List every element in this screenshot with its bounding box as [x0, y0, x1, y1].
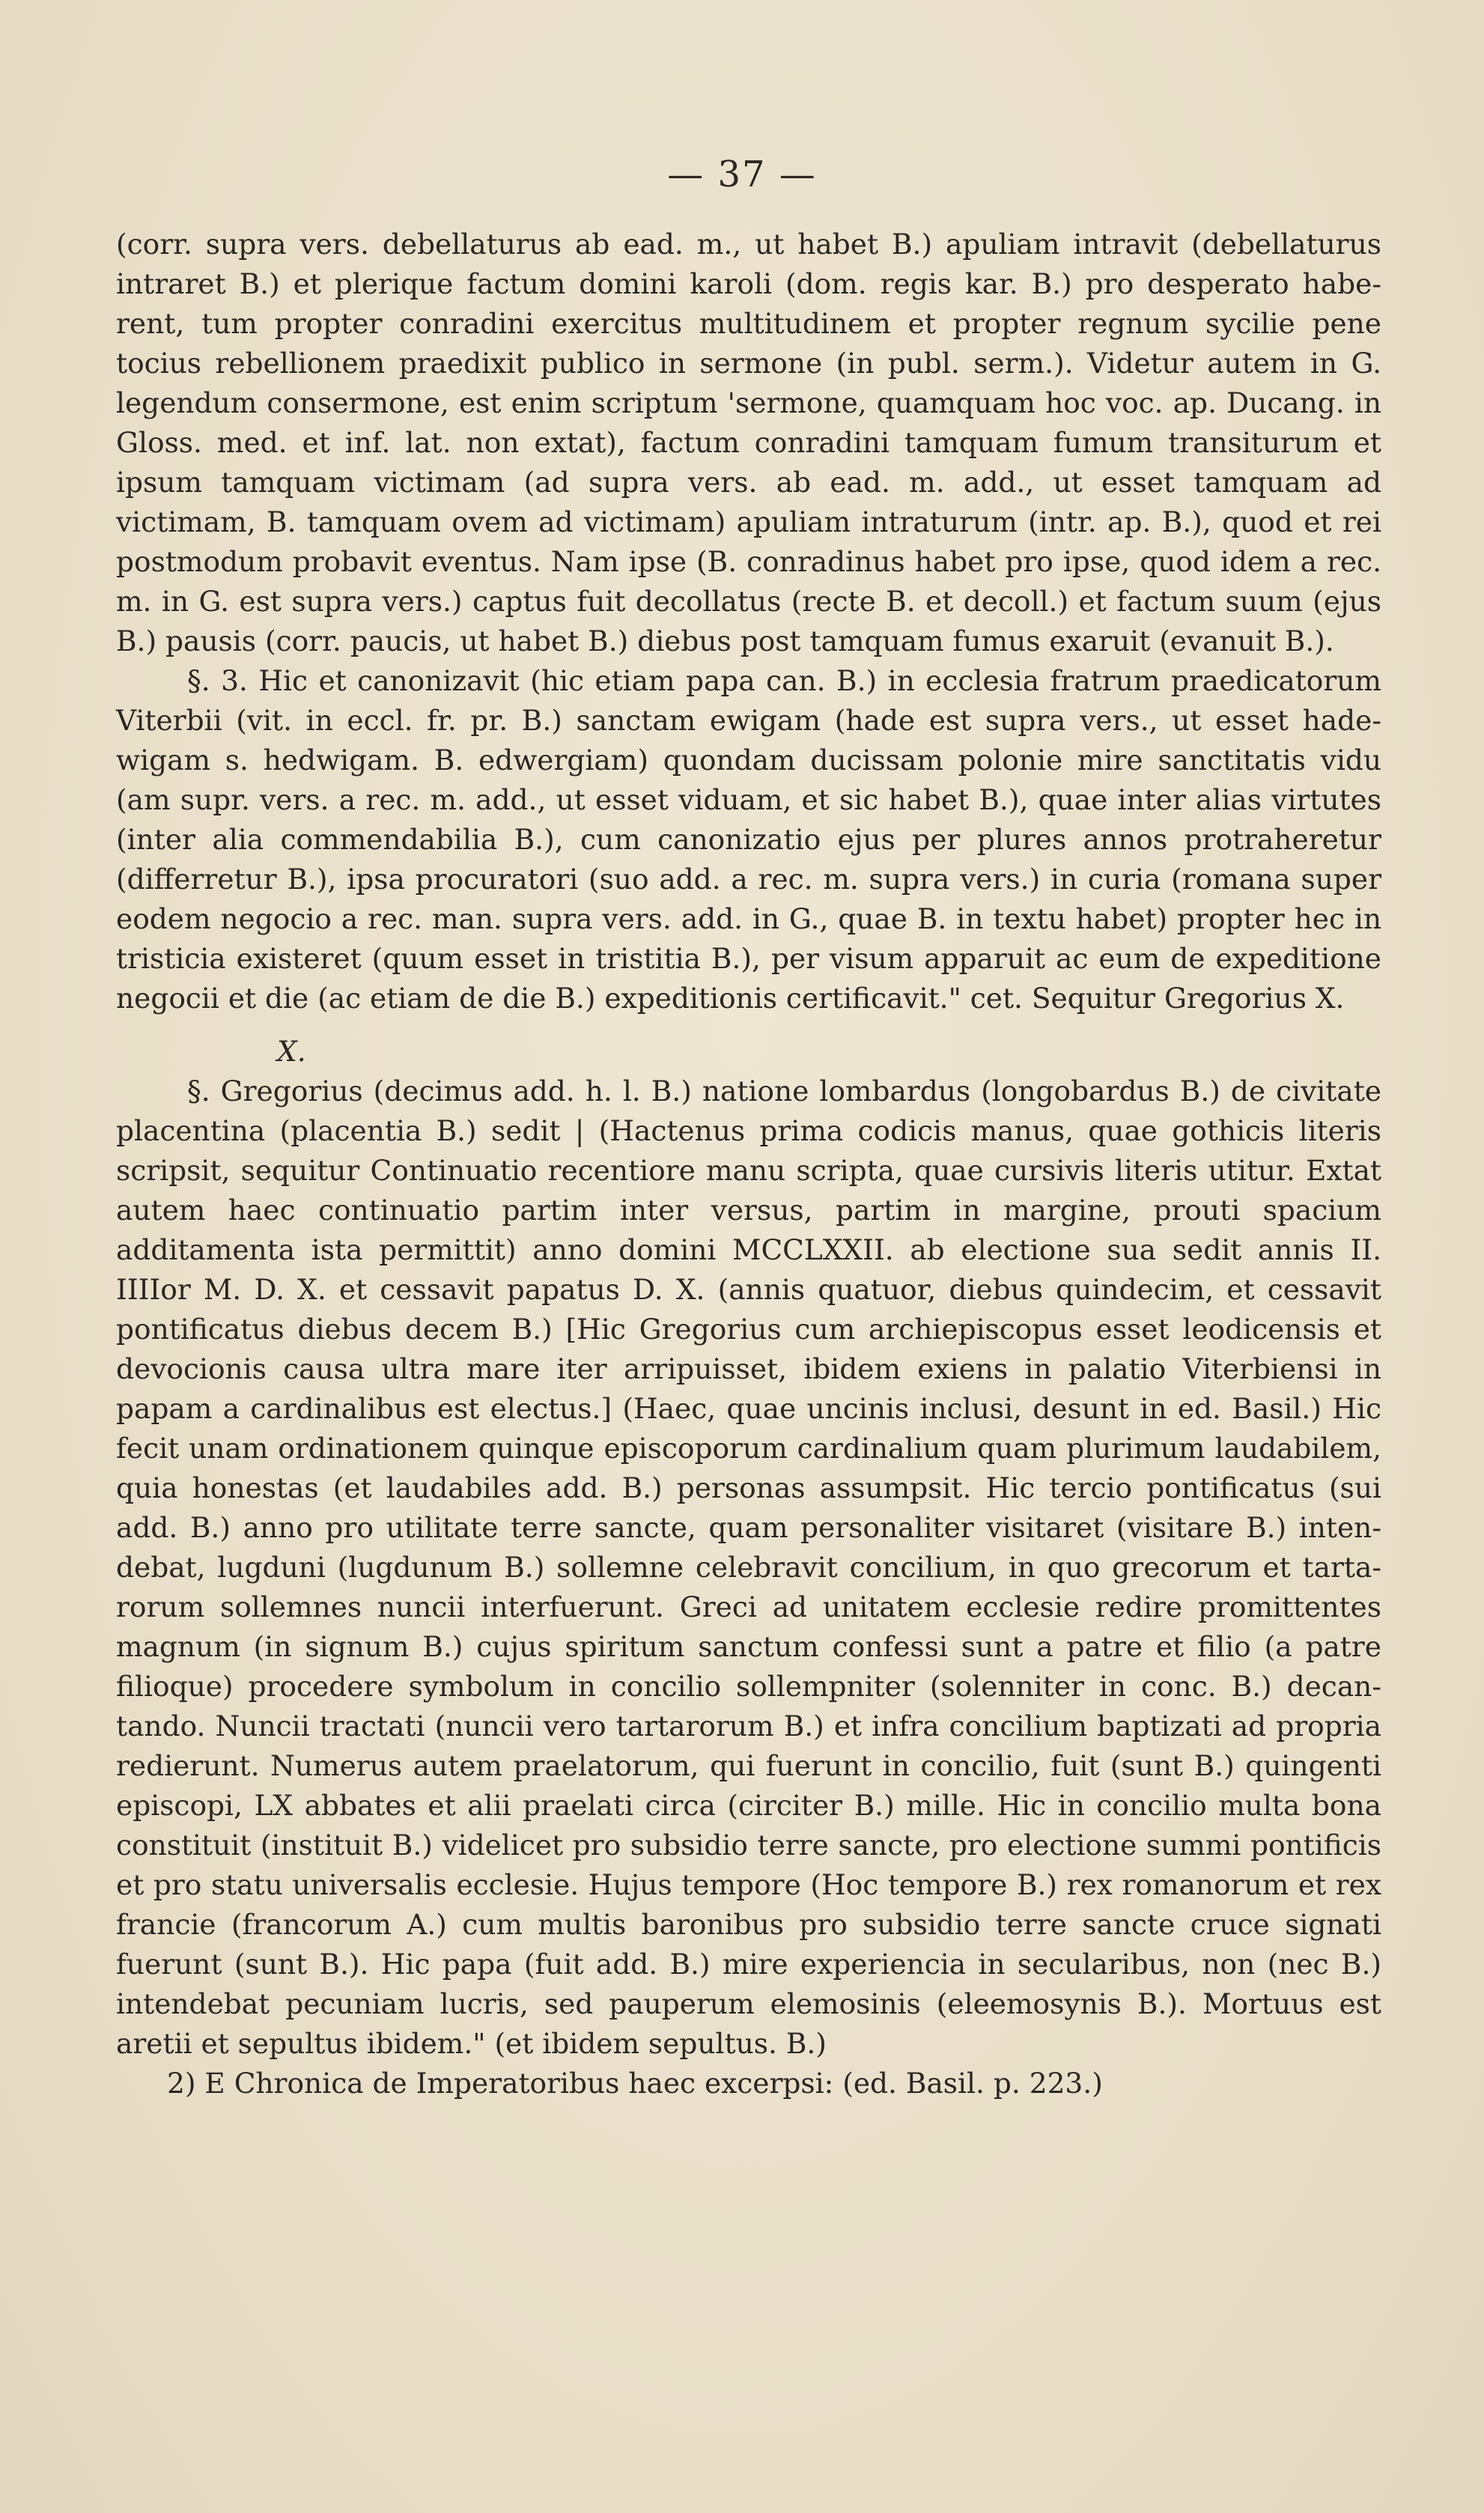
paragraph-section-3: §. 3. Hic et canonizavit (hic etiam papa can. B.) in ecclesia fratrum praedicatorum Viterbii (vit. in eccl. fr. pr. B.) sanctam ewigam (hade est supra vers., ut esset hadewigam s. hedwigam. B. edwergiam) quondam ducissam polonie mire sanctitatis vidu (am supr. vers. a rec. m. add., ut esset viduam, et sic habet B.), quae inter alias virtutes (inter alia commendabilia B.), cum canonizatio ejus per plures annos protraheretur (differretur B.), ipsa procuratori (suo add. a rec. m. supra vers.) in curia (romana super eodem negocio a rec. man. supra vers. add. in G., quae B. in textu habet) propter hec in tristicia existeret (quum esset in tristitia B.), per visum apparuit ac eum de expeditione negocii et die (ac etiam de die B.) expeditionis certificavit." cet. Sequitur Gregorius X.	[116, 664, 1381, 1015]
paragraph-continuation: (corr. supra vers. debellaturus ab ead. m., ut habet B.) apuliam intravit (debellaturus intraret B.) et plerique factum domini karoli (dom. regis kar. B.) pro desperato haberent, tum propter conradini exercitus multitudinem et propter regnum sycilie pene tocius rebellionem praedixit publico in sermone (in publ. serm.). Videtur autem in G. legendum consermone, est enim scriptum 'sermone, quamquam hoc voc. ap. Ducang. in Gloss. med. et inf. lat. non extat), factum conradini tamquam fumum transiturum et ipsum tamquam victimam (ad supra vers. ab ead. m. add., ut esset tamquam ad victimam, B. tamquam ovem ad victimam) apuliam intraturum (intr. ap. B.), quod et rei postmodum probavit eventus. Nam ipse (B. conradinus habet pro ipse, quod idem a rec. m. in G. est supra vers.) captus fuit decollatus (recte B. et decoll.) et factum suum (ejus B.) pausis (corr. paucis, ut habet B.) diebus post tamquam fumus exaruit (evanuit B.).	[116, 228, 1381, 657]
footnote-2: 2) E Chronica de Imperatoribus haec excerpsi: (ed. Basil. p. 223.)	[167, 2067, 1103, 2100]
page-body	[116, 225, 1381, 2103]
paragraph-gregorius: §. Gregorius (decimus add. h. l. B.) natione lombardus (longobardus B.) de civitate placentina (placentia B.) sedit | (Hactenus prima codicis manus, quae gothicis literis scripsit, sequitur Continuatio recentiore manu scripta, quae cursivis literis utitur. Extat autem haec continuatio partim inter versus, partim in margine, prouti spacium additamenta ista permittit) anno domini MCCLXXII. ab electione sua sedit annis II. IIIIor M. D. X. et cessavit papatus D. X. (annis quatuor, diebus quindecim, et cessavit pontificatus diebus decem B.) [Hic Gregorius cum archiepiscopus esset leodicensis et devocionis causa ultra mare iter arripuisset, ibidem exiens in palatio Viterbiensi in papam a cardinalibus est electus.] (Haec, quae uncinis inclusi, desunt in ed. Basil.) Hic fecit unam ordinationem quinque episcoporum cardinalium quam plurimum laudabilem, quia honestas (et laudabiles add. B.) personas assumpsit. Hic tercio pontificatus (sui add. B.) anno pro utilitate terre sancte, quam personaliter visitaret (visitare B.) intendebat, lugduni (lugdunum B.) sollemne celebravit concilium, in quo grecorum et tartarorum sollemnes nuncii interfuerunt. Greci ad unitatem ecclesie redire promittentes magnum (in signum B.) cujus spiritum sanctum confessi sunt a patre et filio (a patre filioque) procedere symbolum in concilio sollempniter (solenniter in conc. B.) decantando. Nuncii tractati (nuncii vero tartarorum B.) et infra concilium baptizati ad propria redierunt. Numerus autem praelatorum, qui fuerunt in concilio, fuit (sunt B.) quingenti episcopi, LX abbates et alii praelati circa (circiter B.) mille. Hic in concilio multa bona constituit (instituit B.) videlicet pro subsidio terre sancte, pro electione summi pontificis et pro statu universalis ecclesie. Hujus tempore (Hoc tempore B.) rex romanorum et rex francie (francorum A.) cum multis baronibus pro subsidio terre sancte cruce signati fuerunt (sunt B.). Hic papa (fuit add. B.) mire experiencia in secularibus, non (nec B.) intendebat pecuniam lucris, sed pauperum elemosinis (eleemosynis B.). Mortuus est aretii et sepultus ibidem." (et ibidem sepultus. B.)	[116, 1075, 1381, 2060]
section-heading-x: X.	[277, 1035, 306, 1068]
page-number: — 37 —	[667, 154, 817, 195]
